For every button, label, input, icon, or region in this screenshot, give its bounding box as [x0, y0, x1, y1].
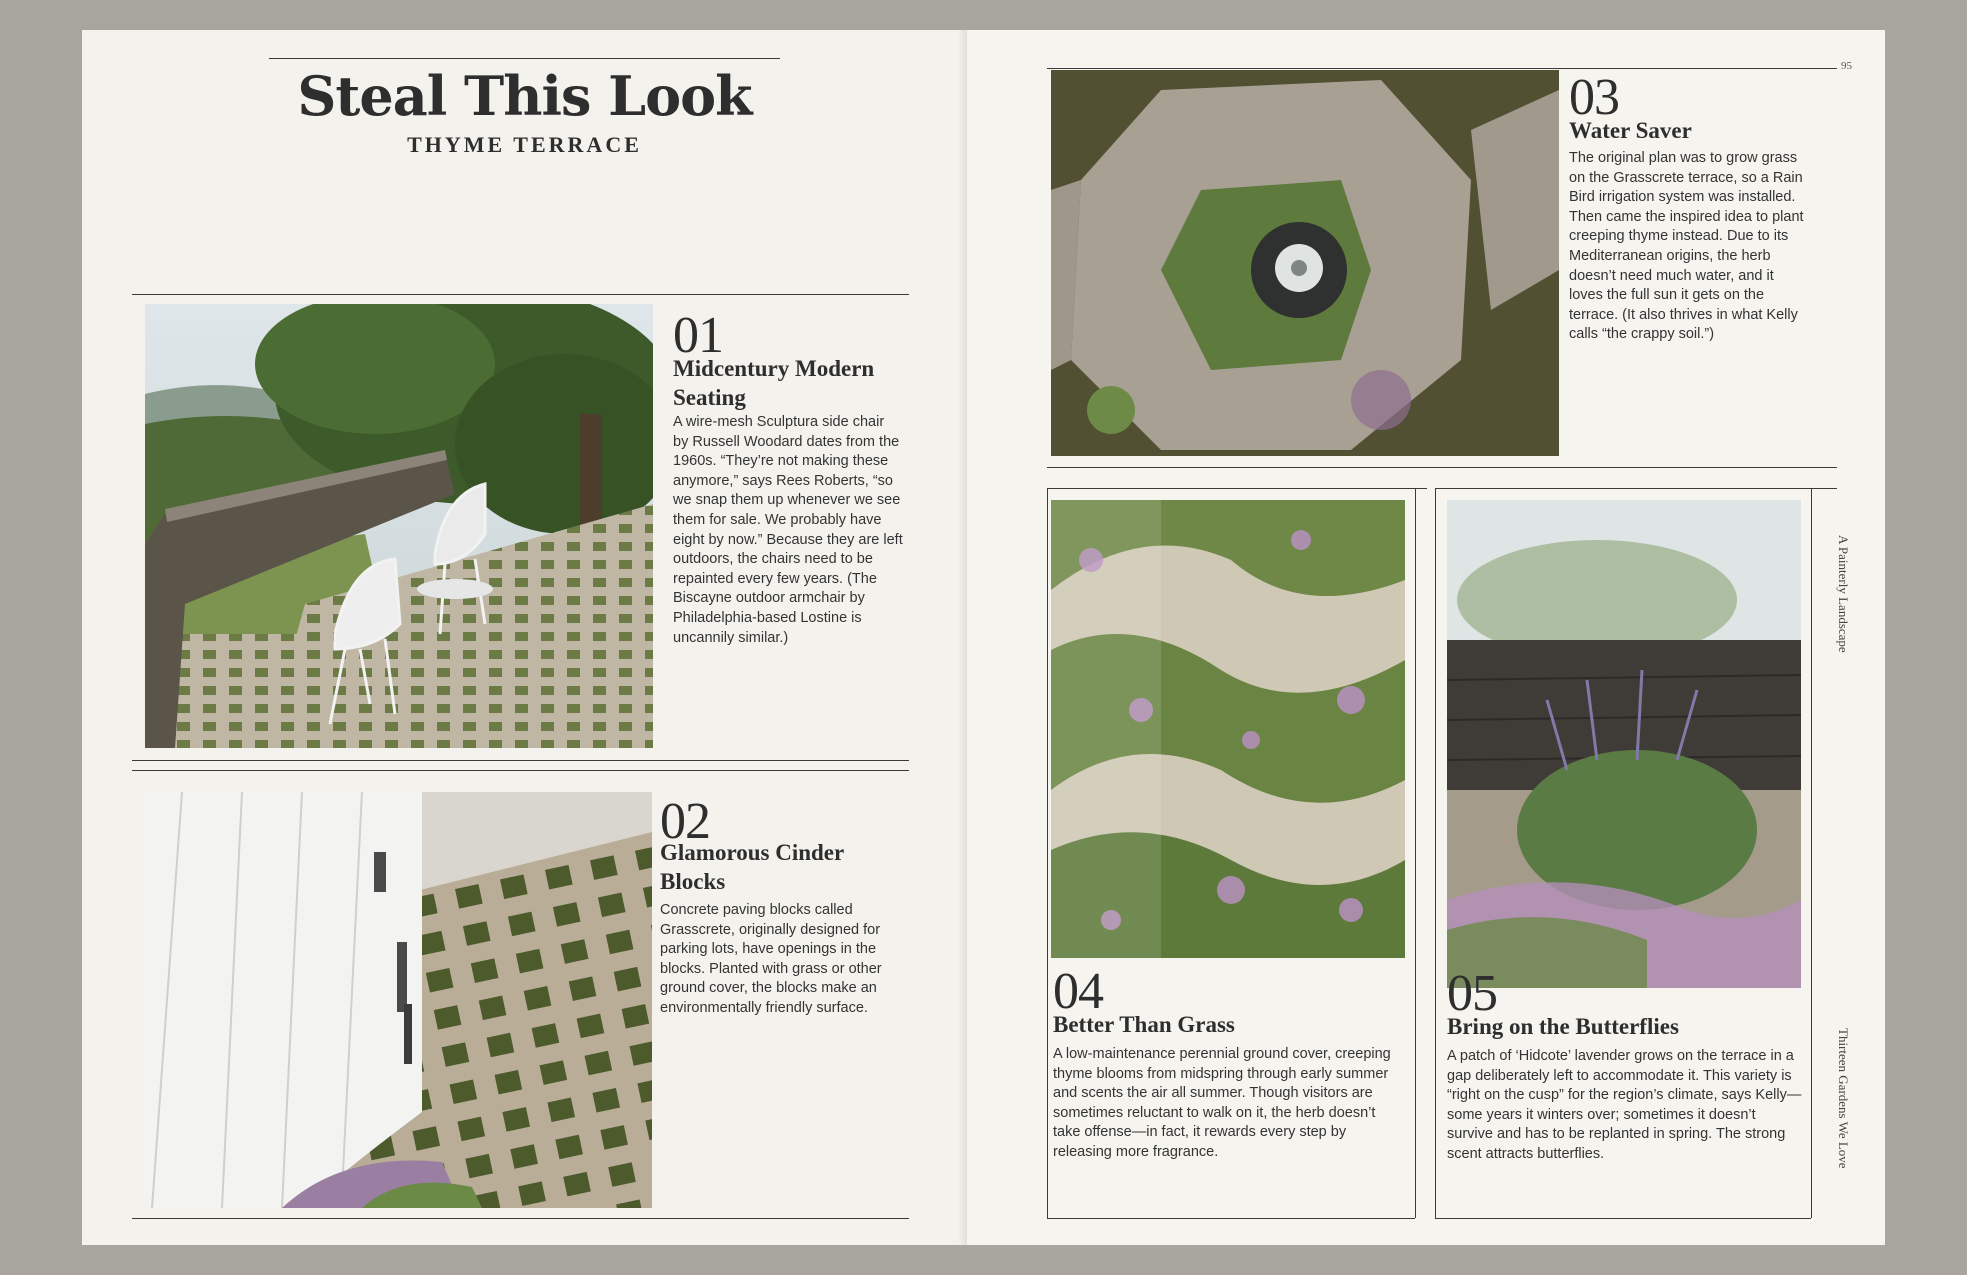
item-01-body: A wire-mesh Sculptura side chair by Russell Woodard dates from the 1960s. “They’re not making these anymore,” says Rees Roberts, “so we snap them up whenever we see them for sale. We probably have eight by now.” Because they are left outdoors, the chairs need to be repainted every few years. (The Biscayne outdoor armchair by Philadelphia-based Lostine is uncannily similar.)	[673, 414, 903, 646]
creeping-thyme-illustration	[1051, 500, 1405, 958]
seating-scene-illustration	[145, 304, 653, 748]
item-02-body: Concrete paving blocks called Grasscrete, originally designed for parking lots, have openings in the blocks. Planted with grass or other ground cover, the blocks make an environmentally friendly surface.	[660, 902, 882, 1016]
irrigation-scene-illustration	[1051, 70, 1559, 456]
item-03-bottom-rule	[1047, 467, 1837, 468]
item-01-top-rule	[132, 294, 909, 295]
left-page	[82, 30, 967, 1245]
item-03-heading: Water Saver	[1569, 118, 1692, 143]
title-top-rule	[269, 58, 780, 59]
item-04-number: 04	[1053, 963, 1103, 1020]
photo-better-than-grass	[1051, 500, 1405, 958]
item-05-heading: Bring on the Butterflies	[1447, 1014, 1679, 1039]
item-02-top-rule	[132, 770, 909, 771]
item-05-bottom-rule	[1435, 1218, 1811, 1219]
item-02-heading: Glamorous Cinder Blocks	[660, 840, 844, 894]
photo-water-saver	[1051, 70, 1559, 456]
item-05-right-rule	[1811, 488, 1812, 1218]
item-01-bottom-rule	[132, 760, 909, 761]
photo-midcentury-seating	[145, 304, 653, 748]
item-05-top-rule	[1435, 488, 1837, 489]
item-04-bottom-rule	[1047, 1218, 1415, 1219]
item-03-top-rule	[1047, 68, 1837, 69]
running-head-section: A Painterly Landscape	[1836, 535, 1851, 653]
item-01-heading: Midcentury Modern Seating	[673, 356, 875, 410]
item-03-body: The original plan was to grow grass on the Grasscrete terrace, so a Rain Bird irrigation system was installed. Then came the inspired idea to plant creeping thyme instead. Due to its Mediterranean origins, the herb doesn’t need much water, and it loves the full sun it gets on the terrace. (It also thrives in what Kelly calls “the crappy soil.”)	[1569, 150, 1804, 343]
item-04-top-rule	[1047, 488, 1427, 489]
page-number: 95	[1841, 60, 1852, 72]
photo-cinder-blocks	[142, 792, 652, 1208]
item-05-body: A patch of ‘Hidcote’ lavender grows on the terrace in a gap deliberately left to accommodate it. This variety is “right on the cusp” for the region’s climate, says Kelly—some years it winters over; sometimes it doesn’t survive and has to be replanted in spring. The strong scent attracts butterflies.	[1447, 1048, 1802, 1162]
item-02-number: 02	[660, 793, 710, 850]
page-title: Steal This Look	[297, 64, 752, 128]
item-04-left-rule	[1047, 488, 1048, 1218]
right-page	[967, 30, 1885, 1245]
item-04-right-rule	[1415, 488, 1416, 1218]
running-head-book: Thirteen Gardens We Love	[1836, 1028, 1851, 1169]
item-05-number: 05	[1447, 965, 1497, 1022]
item-03-number: 03	[1569, 69, 1619, 126]
photo-butterflies-lavender	[1447, 500, 1801, 988]
item-01-number: 01	[673, 307, 723, 364]
lavender-scene-illustration	[1447, 500, 1801, 988]
item-04-body: A low-maintenance perennial ground cover, creeping thyme blooms from midspring through early summer and scents the air all summer. Though visitors are sometimes reluctant to walk on it, the herb doesn’t take offense—in fact, it rewards every step by releasing more fragrance.	[1053, 1046, 1391, 1160]
item-02-bottom-rule	[132, 1218, 909, 1219]
cinder-block-scene-illustration	[142, 792, 652, 1208]
page-subtitle: THYME TERRACE	[407, 132, 642, 157]
item-04-heading: Better Than Grass	[1053, 1012, 1235, 1037]
item-05-left-rule	[1435, 488, 1436, 1218]
